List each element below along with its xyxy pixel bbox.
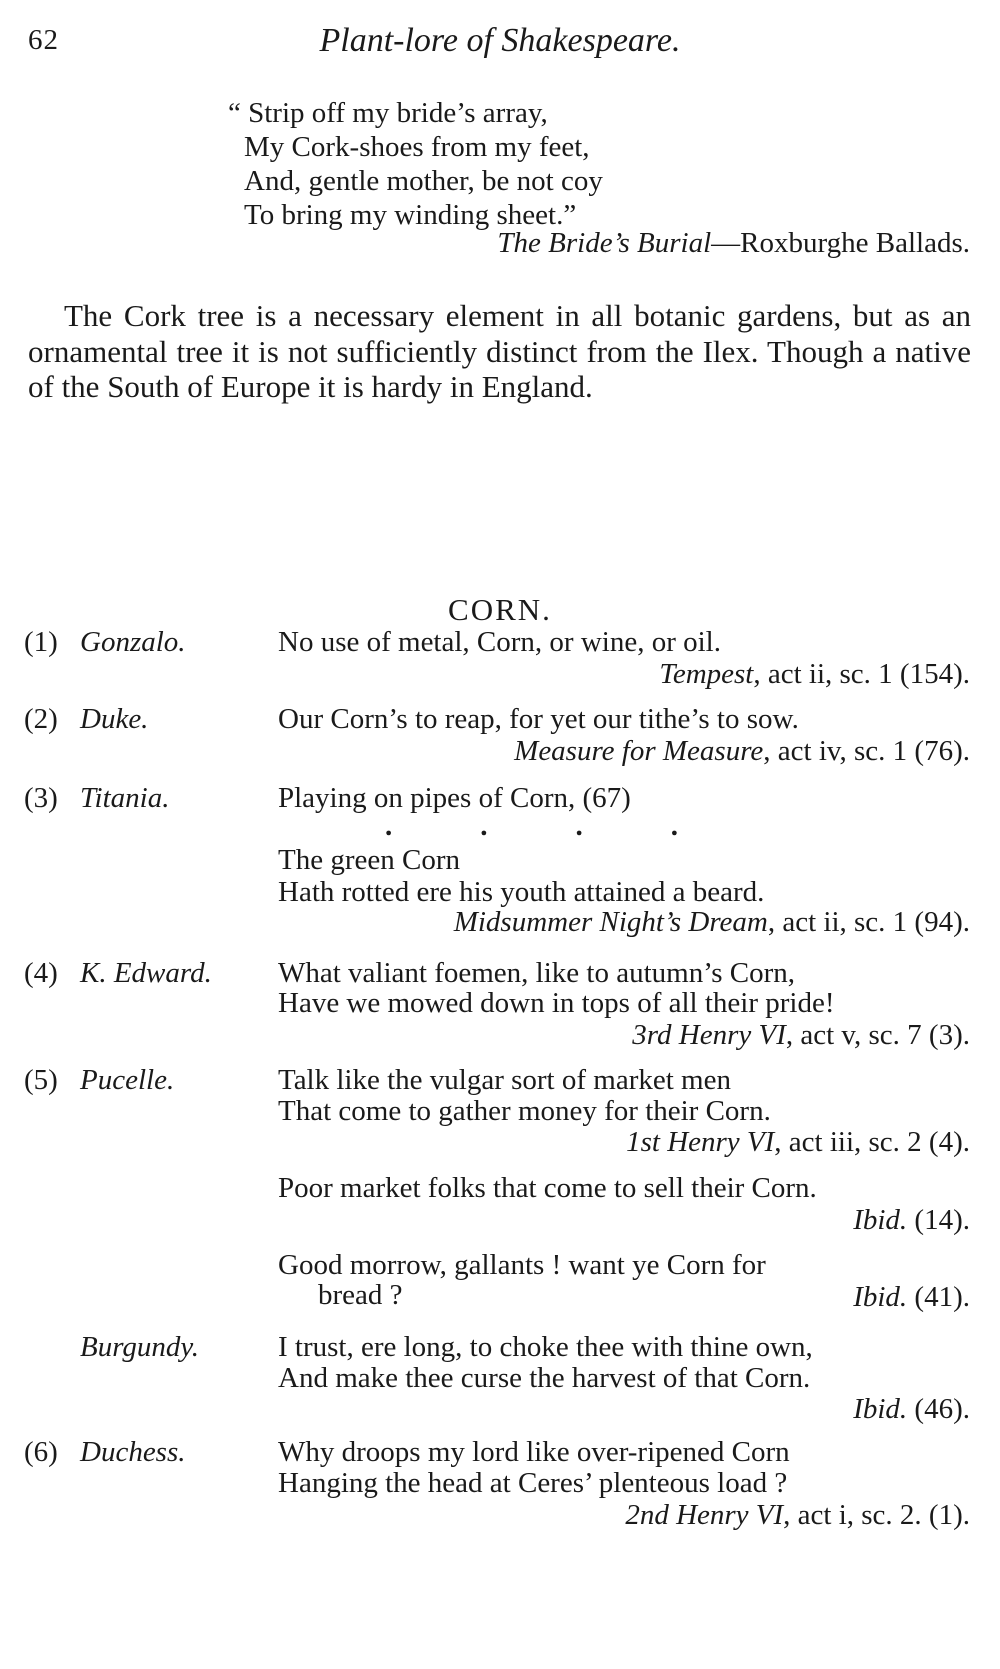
citation-work: 2nd Henry VI (625, 1499, 784, 1531)
citation-work: 1st Henry VI (626, 1126, 775, 1158)
quote-line: I trust, ere long, to choke thee with thine own, (278, 1331, 813, 1363)
quote-line: Hanging the head at Ceres’ plenteous load ? (278, 1467, 788, 1499)
quote-citation (632, 1019, 970, 1052)
section-title: CORN. (448, 592, 552, 627)
quote-line: No use of metal, Corn, or wine, or oil. (278, 626, 721, 658)
quote-citation (853, 1204, 970, 1237)
citation-work: Tempest (659, 658, 754, 690)
quote-line-justified (278, 1249, 968, 1282)
quote-line: Playing on pipes of Corn, (67) (278, 782, 631, 814)
quote-citation (514, 735, 970, 768)
verse-line: And, gentle mother, be not coy (244, 165, 603, 197)
citation-ref: , act iv, sc. 1 (76). (763, 735, 970, 767)
page-header (0, 18, 1000, 68)
quote-line: That come to gather money for their Corn. (278, 1095, 771, 1127)
quote-line: What valiant foemen, like to autumn’s Corn, (278, 957, 796, 989)
quote-line: Our Corn’s to reap, for yet our tithe’s to sow. (278, 703, 799, 735)
quote-number: (2) (24, 703, 58, 735)
ballad-verse (228, 96, 603, 232)
quote-line: And make thee curse the harvest of that Corn. (278, 1362, 811, 1394)
quote-number: (1) (24, 626, 58, 658)
verse-line: To bring my winding sheet.” (244, 199, 577, 231)
quote-line: Poor market folks that come to sell their Corn. (278, 1172, 817, 1204)
quote-line: Talk like the vulgar sort of market men (278, 1064, 731, 1096)
page-number: 62 (28, 24, 59, 56)
quote-line: Good morrow, gallants ! want ye Corn for (278, 1249, 766, 1281)
verse-citation (497, 227, 970, 260)
quote-line: Have we mowed down in tops of all their pride! (278, 987, 835, 1019)
quote-line: Hath rotted ere his youth attained a beard. (278, 876, 765, 908)
quote-line: Why droops my lord like over-ripened Corn (278, 1436, 790, 1468)
citation-source: —Roxburghe Ballads. (711, 227, 970, 259)
citation-ref: , act ii, sc. 1 (94). (767, 906, 970, 938)
citation-work: Ibid. (853, 1393, 908, 1425)
body-paragraph: The Cork tree is a necessary element in all botanic gardens, but as an ornamental tree it is not sufficiently distinct from the Ilex. Though a native of the South of Europe it is hardy in England. (28, 298, 971, 404)
citation-ref: , act v, sc. 7 (3). (785, 1019, 970, 1051)
quote-citation (853, 1281, 970, 1314)
quote-speaker: Titania. (80, 782, 170, 814)
citation-ref: (41). (907, 1281, 970, 1313)
quote-number: (4) (24, 957, 58, 989)
citation-work: 3rd Henry VI (632, 1019, 786, 1051)
quote-line: The green Corn (278, 844, 460, 876)
quote-citation (626, 1126, 970, 1159)
citation-ref: (46). (907, 1393, 970, 1425)
quote-number: (3) (24, 782, 58, 814)
quote-number: (5) (24, 1064, 58, 1096)
quote-speaker: Duke. (80, 703, 149, 735)
quote-speaker: Pucelle. (80, 1064, 175, 1096)
verse-line: My Cork-shoes from my feet, (244, 131, 590, 163)
citation-title: The Bride’s Burial (497, 227, 712, 259)
quote-speaker: Burgundy. (80, 1331, 199, 1363)
running-title: Plant-lore of Shakespeare. (319, 22, 681, 59)
quote-number: (6) (24, 1436, 58, 1468)
justified-line (278, 1249, 968, 1282)
quote-citation (853, 1393, 970, 1426)
citation-work: Ibid. (853, 1281, 908, 1313)
citation-ref: , act ii, sc. 1 (154). (753, 658, 970, 690)
verse-line: “ Strip off my bride’s array, (228, 97, 548, 129)
quote-citation (659, 658, 970, 691)
quote-citation (454, 906, 970, 939)
ellipsis-dots: .... (385, 810, 766, 842)
quote-speaker: K. Edward. (80, 957, 212, 989)
quote-line: bread ? (318, 1279, 403, 1311)
quote-speaker: Gonzalo. (80, 626, 186, 658)
citation-ref: , act iii, sc. 2 (4). (774, 1126, 970, 1158)
quote-citation (625, 1499, 970, 1532)
citation-ref: (14). (907, 1204, 970, 1236)
citation-work: Measure for Measure (514, 735, 764, 767)
citation-work: Ibid. (853, 1204, 908, 1236)
citation-work: Midsummer Night’s Dream (453, 906, 768, 938)
citation-ref: , act i, sc. 2. (1). (783, 1499, 970, 1531)
quote-speaker: Duchess. (80, 1436, 186, 1468)
